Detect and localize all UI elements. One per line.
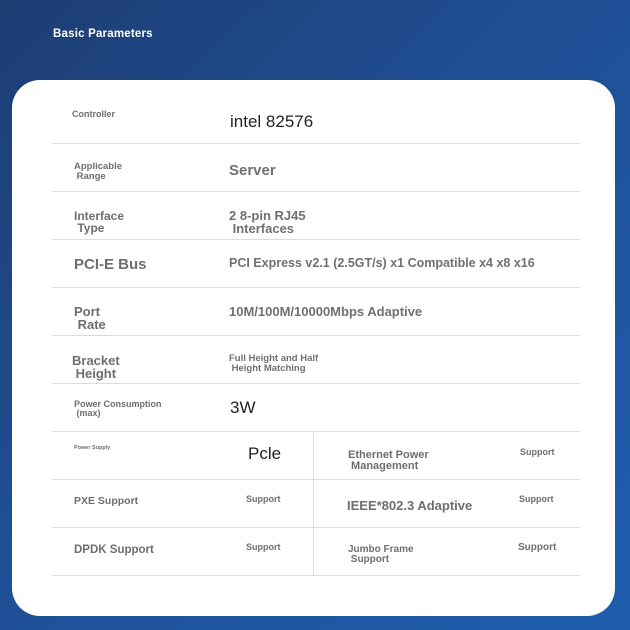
row-value: Support	[520, 447, 555, 457]
row-label: Controller	[72, 109, 116, 119]
table-row-applicable-range	[52, 144, 580, 192]
row-value: Support	[246, 494, 281, 504]
row-value: PCI Express v2.1 (2.5GT/s) x1 Compatible x4 x8 x16	[229, 256, 535, 270]
row-label: Ethernet Power Management	[348, 449, 429, 472]
section-heading: Basic Parameters	[53, 28, 153, 40]
row-label: Applicable Range	[74, 161, 123, 182]
table-row-power-supply	[52, 432, 580, 480]
table-row-controller	[52, 96, 580, 144]
row-value: Server	[229, 162, 276, 179]
table-row-port-rate	[52, 288, 580, 336]
table-row-power-consumption	[52, 384, 580, 432]
row-label: Power Consumption (max)	[74, 399, 162, 418]
row-value: 3W	[230, 398, 256, 417]
row-value: Support	[246, 542, 281, 552]
row-label: DPDK Support	[74, 544, 154, 556]
row-label: Power Supply	[74, 445, 111, 451]
row-label: Port Rate	[74, 304, 106, 332]
table-row-interface-type	[52, 192, 580, 240]
column-divider	[313, 432, 314, 479]
row-value: 10M/100M/10000Mbps Adaptive	[229, 304, 423, 319]
row-value: Support	[519, 494, 554, 504]
column-divider	[313, 528, 314, 575]
row-label: Interface Type	[74, 209, 125, 235]
row-value: Pcle	[248, 444, 282, 463]
row-label: Bracket Height	[72, 353, 120, 381]
row-value: 2 8-pin RJ45 Interfaces	[229, 208, 306, 236]
row-label: PXE Support	[74, 495, 139, 507]
row-value: Support	[518, 542, 557, 553]
column-divider	[313, 480, 314, 527]
row-label: IEEE*802.3 Adaptive	[347, 498, 473, 513]
table-row-dpdk-support	[52, 528, 580, 576]
row-label: Jumbo Frame Support	[348, 544, 414, 565]
row-value: intel 82576	[230, 112, 314, 131]
table-row-pxe-support	[52, 480, 580, 528]
table-row-bracket-height	[52, 336, 580, 384]
row-label: PCI-E Bus	[74, 256, 147, 273]
parameters-table	[52, 96, 580, 576]
table-row-pcie-bus	[52, 240, 580, 288]
parameters-card	[12, 80, 615, 616]
row-value: Full Height and Half Height Matching	[229, 353, 319, 374]
